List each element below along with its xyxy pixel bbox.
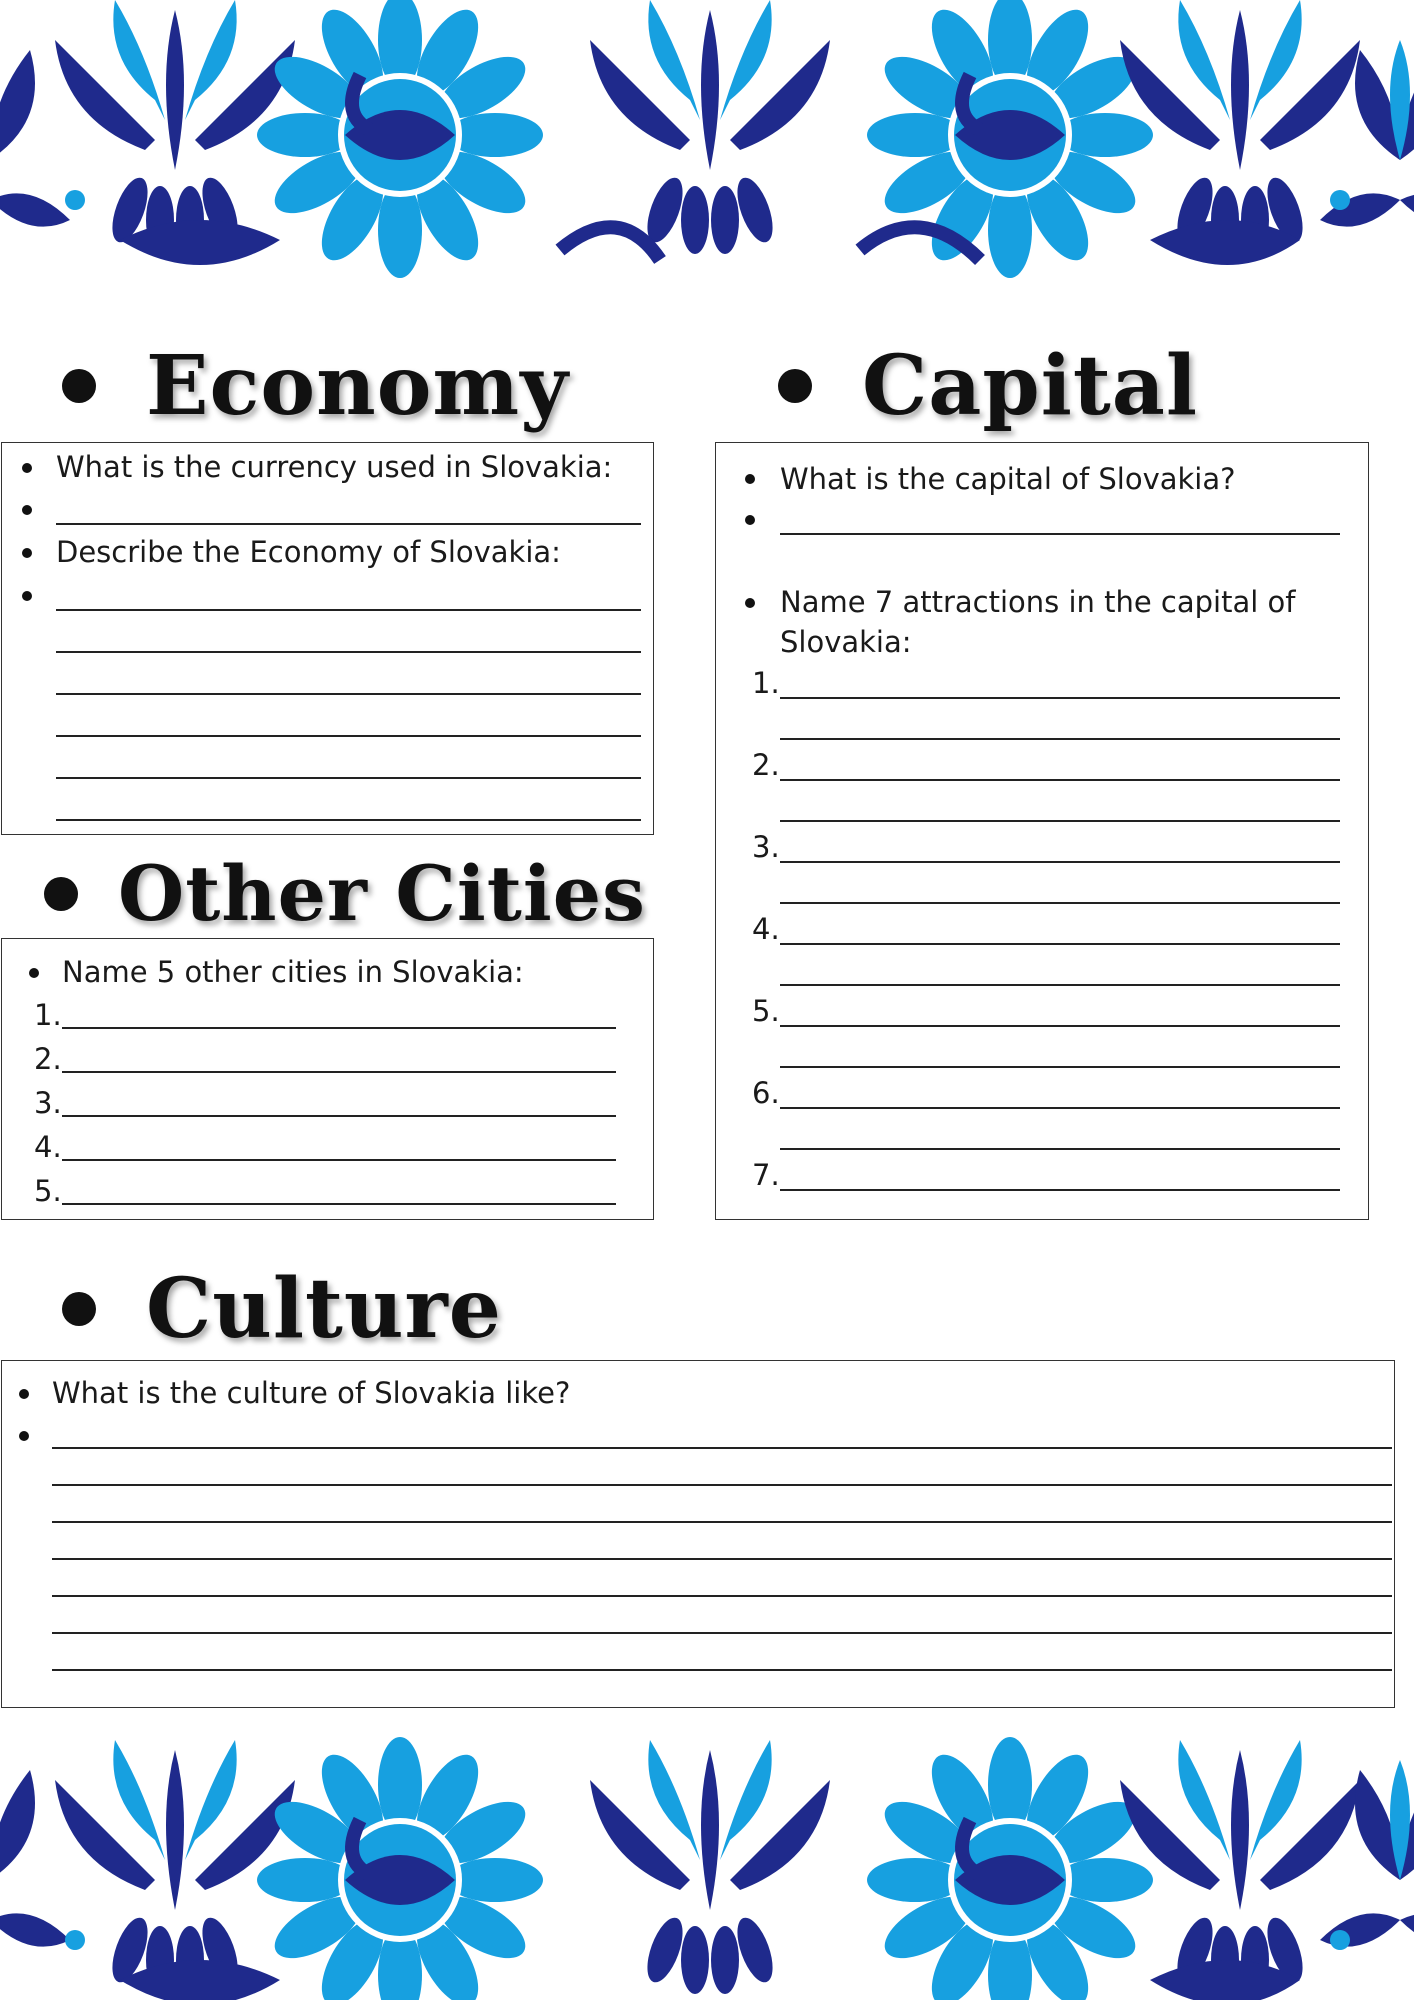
answer-line[interactable]	[52, 1558, 1392, 1560]
list-number: 5.	[34, 1174, 62, 1208]
bullet	[22, 505, 32, 515]
economy-question-describe: Describe the Economy of Slovakia:	[56, 535, 561, 569]
answer-line[interactable]	[56, 777, 641, 779]
answer-line[interactable]	[62, 1203, 616, 1205]
answer-line[interactable]	[52, 1447, 1392, 1449]
answer-line[interactable]	[780, 984, 1340, 986]
answer-line[interactable]	[52, 1632, 1392, 1634]
answer-line[interactable]	[780, 1189, 1340, 1191]
answer-line[interactable]	[62, 1071, 616, 1073]
top-floral-border	[0, 0, 1414, 305]
answer-line[interactable]	[56, 609, 641, 611]
other-cities-question: Name 5 other cities in Slovakia:	[62, 955, 524, 989]
capital-attractions-question: Name 7 attractions in the capital of	[780, 585, 1296, 619]
heading-bullet	[62, 1292, 96, 1326]
bullet	[745, 474, 755, 484]
answer-line[interactable]	[52, 1669, 1392, 1671]
answer-line[interactable]	[780, 1025, 1340, 1027]
list-number: 3.	[34, 1086, 62, 1120]
answer-line[interactable]	[56, 819, 641, 821]
answer-line[interactable]	[780, 1148, 1340, 1150]
culture-heading-text: Culture	[146, 1261, 502, 1357]
answer-line[interactable]	[780, 902, 1340, 904]
economy-box	[1, 442, 654, 835]
answer-line[interactable]	[56, 693, 641, 695]
heading-bullet	[44, 877, 78, 911]
bullet	[745, 515, 755, 525]
floral-ornament-icon	[0, 1730, 1414, 2000]
heading-bullet	[62, 369, 96, 403]
answer-line[interactable]	[56, 523, 641, 525]
bullet	[22, 548, 32, 558]
answer-line[interactable]	[52, 1484, 1392, 1486]
capital-heading	[778, 338, 1199, 434]
list-number: 4.	[34, 1130, 62, 1164]
list-number: 7.	[752, 1158, 780, 1192]
answer-line[interactable]	[780, 533, 1340, 535]
answer-line[interactable]	[780, 1107, 1340, 1109]
bullet	[22, 463, 32, 473]
economy-heading-text: Economy	[146, 338, 569, 434]
list-number: 2.	[752, 748, 780, 782]
list-number: 1.	[752, 666, 780, 700]
bullet	[19, 1389, 29, 1399]
other-cities-heading	[44, 849, 646, 938]
answer-line[interactable]	[52, 1521, 1392, 1523]
list-number: 3.	[752, 830, 780, 864]
answer-line[interactable]	[780, 820, 1340, 822]
other-cities-heading-text: Other Cities	[118, 849, 646, 938]
bullet	[745, 598, 755, 608]
answer-line[interactable]	[780, 861, 1340, 863]
capital-question: What is the capital of Slovakia?	[780, 462, 1236, 496]
list-number: 4.	[752, 912, 780, 946]
bottom-floral-border	[0, 1730, 1414, 2000]
bullet	[29, 968, 39, 978]
bullet	[22, 591, 32, 601]
answer-line[interactable]	[780, 943, 1340, 945]
list-number: 2.	[34, 1042, 62, 1076]
economy-heading	[62, 338, 569, 434]
answer-line[interactable]	[780, 1066, 1340, 1068]
list-number: 5.	[752, 994, 780, 1028]
answer-line[interactable]	[62, 1159, 616, 1161]
answer-line[interactable]	[62, 1115, 616, 1117]
capital-box	[715, 442, 1369, 1220]
culture-question: What is the culture of Slovakia like?	[52, 1376, 571, 1410]
capital-attractions-question-cont: Slovakia:	[780, 625, 912, 659]
floral-ornament-icon	[0, 0, 1414, 305]
list-number: 6.	[752, 1076, 780, 1110]
list-number: 1.	[34, 998, 62, 1032]
culture-heading	[62, 1261, 502, 1357]
answer-line[interactable]	[62, 1027, 616, 1029]
heading-bullet	[778, 369, 812, 403]
culture-box	[1, 1360, 1395, 1708]
economy-question-currency: What is the currency used in Slovakia:	[56, 450, 613, 484]
bullet	[19, 1431, 29, 1441]
answer-line[interactable]	[52, 1595, 1392, 1597]
capital-heading-text: Capital	[862, 338, 1199, 434]
other-cities-box	[1, 938, 654, 1220]
answer-line[interactable]	[56, 651, 641, 653]
answer-line[interactable]	[780, 697, 1340, 699]
answer-line[interactable]	[780, 738, 1340, 740]
answer-line[interactable]	[56, 735, 641, 737]
answer-line[interactable]	[780, 779, 1340, 781]
